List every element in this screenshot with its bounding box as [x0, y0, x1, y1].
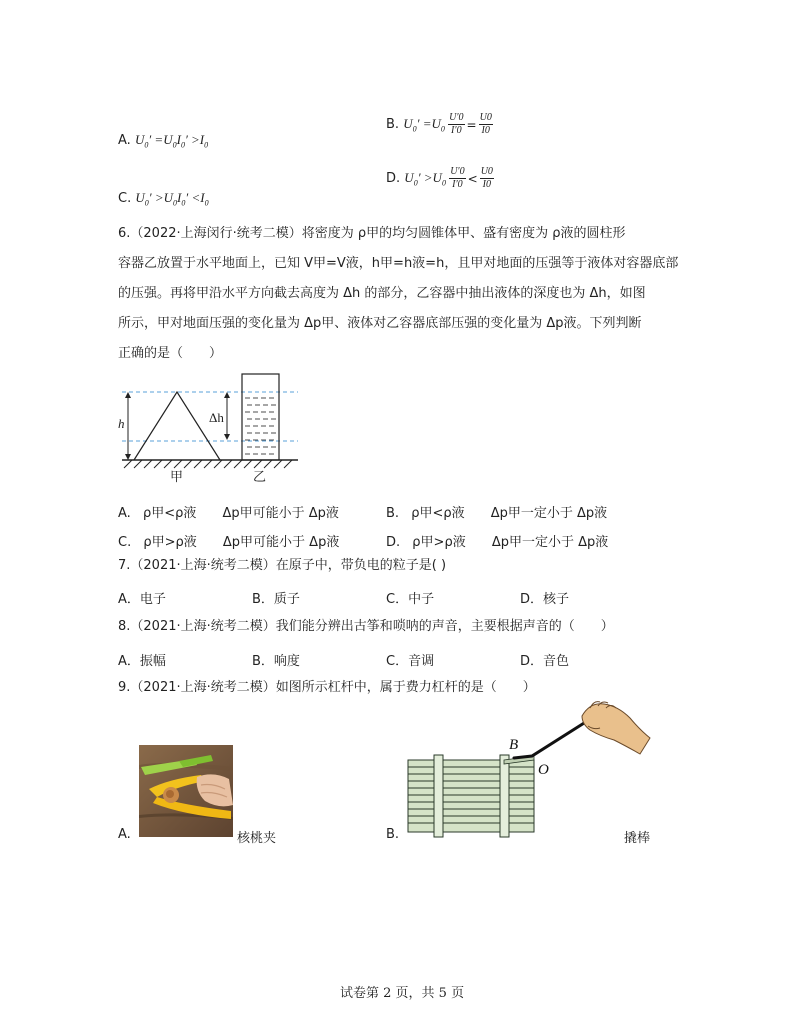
label-dh: Δh	[209, 410, 224, 425]
q6-stem-line1: 6.（2022·上海闵行·统考二模）将密度为 ρ甲的均匀圆锥体甲、盛有密度为 ρ液的圆柱形	[118, 226, 626, 241]
option-formula: $U_0' >U_0$	[404, 169, 446, 188]
q8-option-c[interactable]: C．音调	[386, 654, 435, 669]
q5-option-c[interactable]	[118, 190, 209, 208]
q9-option-b-letter[interactable]: B.	[386, 827, 400, 842]
option-condition: ρ甲<ρ液	[411, 506, 465, 521]
nutcracker-photo	[139, 745, 233, 837]
option-letter: A.	[118, 506, 131, 521]
crowbar-figure	[404, 700, 714, 840]
q8-option-b[interactable]: B．响度	[252, 654, 300, 669]
q9-option-a-letter[interactable]: A.	[118, 827, 131, 842]
q7-option-c[interactable]: C．中子	[386, 592, 435, 607]
q6-stem-line5: 正确的是（ ）	[118, 346, 223, 361]
q6-option-c[interactable]	[118, 531, 339, 550]
ground-hatch	[124, 460, 292, 468]
option-formula: $U_0' =U_0$	[403, 115, 445, 134]
option-formula: $U_0' =U_0I_0' >I_0$	[134, 132, 209, 150]
option-letter: B.	[386, 506, 400, 521]
q6-stem-line2: 容器乙放置于水平地面上，已知 V甲=V液，h甲=h液=h，且甲对地面的压强等于液体对容器底部	[118, 256, 679, 271]
q6-option-d[interactable]	[386, 531, 608, 550]
label-O: O	[538, 762, 549, 778]
fraction: $\frac{U'0}{I'0}$	[449, 112, 464, 136]
q6-option-b[interactable]	[386, 502, 607, 521]
option-condition: ρ甲>ρ液	[143, 535, 197, 550]
q8-option-a[interactable]: A．振幅	[118, 654, 166, 669]
label-B: B	[509, 737, 519, 753]
q7-option-d[interactable]: D．核子	[520, 592, 570, 607]
option-letter: C.	[118, 191, 132, 206]
option-result: Δp甲可能小于 Δp液	[222, 535, 340, 550]
label-yi: 乙	[253, 470, 267, 484]
option-letter: C.	[118, 535, 132, 550]
page-footer: 试卷第 2 页，共 5 页	[340, 986, 465, 1001]
option-letter: D.	[386, 171, 401, 186]
relation: =	[466, 117, 477, 132]
q9-option-a-label: 核桃夹	[237, 831, 277, 846]
q6-option-a[interactable]	[118, 502, 339, 521]
cone-body	[134, 392, 220, 460]
q5-option-d[interactable]	[386, 166, 494, 191]
q6-figure	[110, 368, 310, 484]
q9-stem: 9.（2021·上海·统考二模）如图所示杠杆中，属于费力杠杆的是（ ）	[118, 680, 536, 695]
q5-option-b[interactable]	[386, 112, 493, 137]
label-h: h	[118, 416, 125, 431]
q7-option-a[interactable]: A．电子	[118, 592, 166, 607]
q8-option-d[interactable]: D．音色	[520, 654, 570, 669]
crate	[408, 755, 534, 837]
q6-stem-line4: 所示，甲对地面压强的变化量为 Δp甲、液体对乙容器底部压强的变化量为 Δp液。下列判断	[118, 316, 642, 331]
q7-stem: 7.（2021·上海·统考二模）在原子中，带负电的粒子是( )	[118, 558, 447, 573]
fraction: $\frac{U0}{I0}$	[480, 166, 493, 190]
option-condition: ρ甲>ρ液	[412, 535, 466, 550]
q9-option-b-label: 撬棒	[624, 831, 651, 846]
option-result: Δp甲一定小于 Δp液	[490, 506, 608, 521]
q6-stem-line3: 的压强。再将甲沿水平方向截去高度为 Δh 的部分，乙容器中抽出液体的深度也为 Δh，如图	[118, 286, 646, 301]
q8-stem: 8.（2021·上海·统考二模）我们能分辨出古筝和唢呐的声音，主要根据声音的（ ）	[118, 619, 614, 634]
relation: <	[467, 171, 478, 186]
option-letter: D.	[386, 535, 401, 550]
liquid	[245, 398, 276, 454]
crowbar	[514, 718, 592, 758]
fraction: $\frac{U'0}{I'0}$	[450, 166, 465, 190]
option-letter: A.	[118, 133, 131, 148]
option-letter: B.	[386, 117, 400, 132]
option-condition: ρ甲<ρ液	[142, 506, 197, 521]
option-result: Δp甲一定小于 Δp液	[491, 535, 609, 550]
hand	[582, 702, 650, 754]
label-jia: 甲	[170, 470, 184, 484]
option-formula: $U_0' >U_0I_0' <I_0$	[135, 190, 209, 208]
q5-option-a[interactable]	[118, 132, 208, 150]
q7-option-b[interactable]: B．质子	[252, 592, 300, 607]
fraction: $\frac{U0}{I0}$	[479, 112, 492, 136]
option-result: Δp甲可能小于 Δp液	[222, 506, 339, 521]
